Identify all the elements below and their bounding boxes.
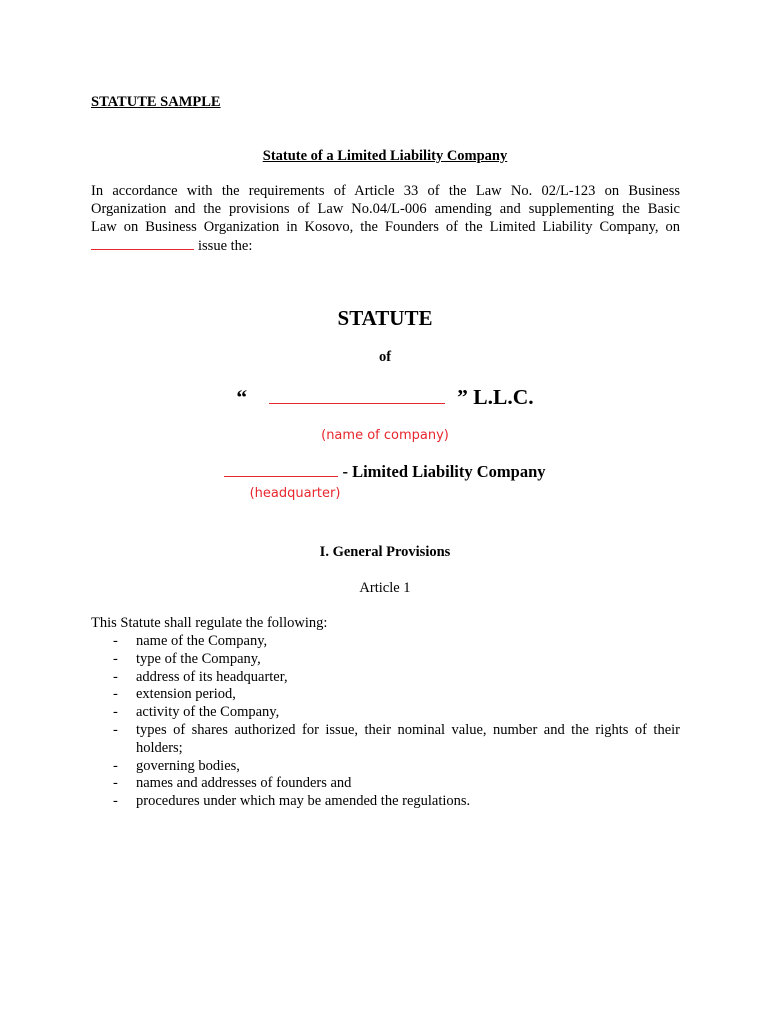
list-item: - types of shares authorized for issue, their nominal value, number and the rights of their holders; bbox=[113, 721, 680, 756]
list-dash: - bbox=[113, 793, 118, 810]
intro-line-4 bbox=[91, 236, 680, 255]
document-subtitle: Statute of a Limited Liability Company bbox=[262, 148, 508, 164]
headquarter-hint: (headquarter) bbox=[249, 486, 341, 501]
list-dash: - bbox=[113, 775, 118, 792]
list-dash: - bbox=[113, 686, 118, 703]
list-dash: - bbox=[113, 633, 118, 649]
intro-line-1: In accordance with the requirements of Article 33 of the Law No. 02/L-123 on Business bbox=[91, 183, 680, 199]
company-name-line bbox=[0, 385, 770, 410]
company-name-hint: (name of company) bbox=[321, 428, 449, 443]
list-dash: - bbox=[113, 650, 118, 667]
list-item: - type of the Company, bbox=[113, 650, 261, 667]
list-item: - extension period, bbox=[113, 686, 236, 703]
intro-line-4-text: issue the: bbox=[198, 238, 253, 254]
llc-label: - Limited Liability Company bbox=[342, 462, 546, 481]
section-heading: I. General Provisions bbox=[319, 544, 451, 560]
list-dash: - bbox=[113, 757, 118, 774]
headquarter-blank-field[interactable] bbox=[224, 461, 338, 477]
open-quote: “ bbox=[236, 385, 248, 409]
intro-paragraph bbox=[91, 182, 680, 255]
llc-suffix: ” L.L.C. bbox=[457, 385, 534, 409]
of-label: of bbox=[378, 349, 392, 365]
list-item: - name of the Company, bbox=[113, 633, 268, 649]
list-dash: - bbox=[113, 704, 118, 721]
article-heading: Article 1 bbox=[359, 580, 411, 596]
list-item: - governing bodies, bbox=[113, 757, 240, 774]
intro-line-3: Law on Business Organization in Kosovo, the Founders of the Limited Liability Company, on bbox=[91, 219, 680, 235]
regulation-list bbox=[91, 633, 680, 811]
list-item: - address of its headquarter, bbox=[113, 668, 288, 685]
statute-title: STATUTE bbox=[337, 306, 433, 330]
headquarter-line bbox=[0, 461, 770, 482]
date-blank-field[interactable] bbox=[91, 236, 194, 250]
list-dash: - bbox=[113, 721, 118, 738]
list-item: - names and addresses of founders and bbox=[113, 775, 352, 792]
list-item: - procedures under which may be amended the regulations. bbox=[113, 793, 471, 810]
document-header: STATUTE SAMPLE bbox=[91, 94, 221, 110]
list-dash: - bbox=[113, 668, 118, 685]
company-name-blank-field[interactable] bbox=[269, 385, 445, 404]
list-intro: This Statute shall regulate the following: bbox=[91, 615, 328, 631]
list-item: - activity of the Company, bbox=[113, 704, 280, 721]
intro-line-2: Organization and the provisions of Law No.04/L-006 amending and supplementing the Basic bbox=[91, 201, 680, 217]
